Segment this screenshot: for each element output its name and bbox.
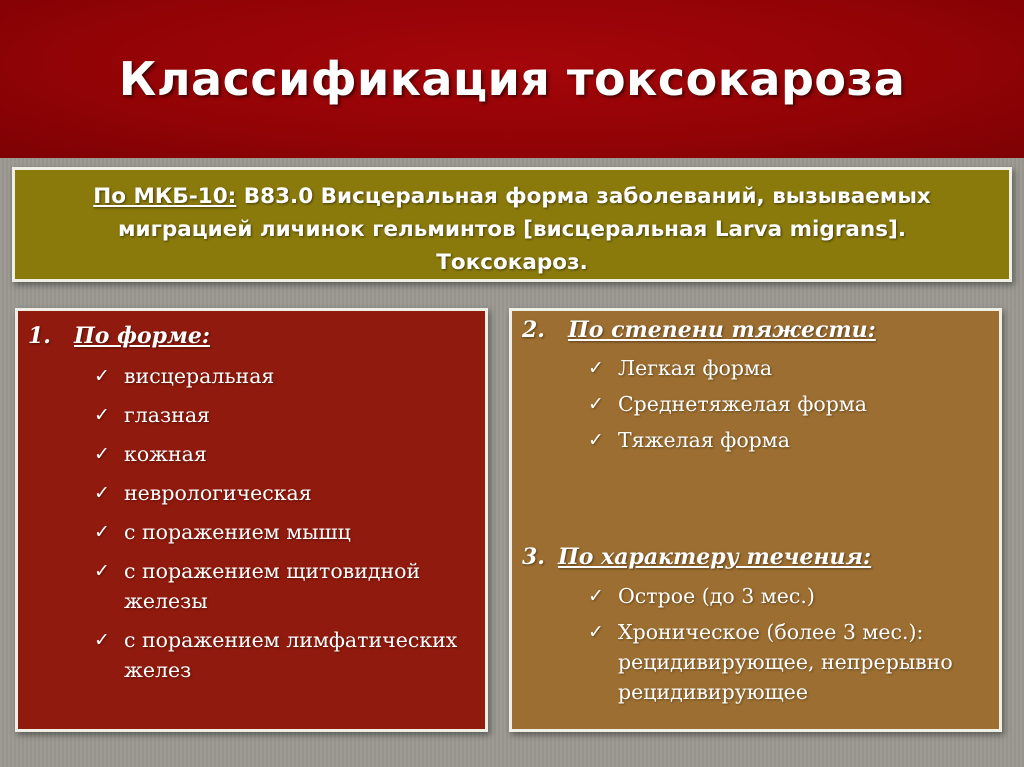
list-item: ✓ кожная: [94, 439, 484, 469]
list-item: ✓ Легкая форма: [588, 353, 988, 383]
form-section-heading: [28, 323, 210, 349]
severity-section-heading: [522, 317, 876, 343]
list-item: ✓ с поражением лимфатических желез: [94, 625, 474, 685]
severity-list: [588, 353, 988, 473]
check-icon: ✓: [94, 404, 110, 426]
mkb-text: B83.0 Висцеральная форма заболеваний, вызываемых миграцией личинок гельминтов [висцеральная Larva migrans]. Токсокароз.: [117, 184, 931, 275]
check-icon: ✓: [588, 429, 604, 451]
slide-title: Классификация токсокароза: [118, 52, 906, 106]
list-item: ✓ с поражением мышц: [94, 517, 484, 547]
check-icon: ✓: [94, 482, 110, 504]
form-classification-panel: [15, 308, 488, 732]
form-section-label: По форме:: [74, 323, 211, 349]
course-section-heading: [522, 544, 871, 570]
severity-course-panel: [509, 308, 1002, 732]
list-item: ✓ неврологическая: [94, 478, 484, 508]
list-item: ✓ с поражением щитовидной железы: [94, 556, 449, 616]
mkb-definition-box: [12, 167, 1012, 282]
list-item: ✓ Тяжелая форма: [588, 425, 988, 455]
list-item: ✓ висцеральная: [94, 361, 484, 391]
check-icon: ✓: [588, 585, 604, 607]
course-list: [588, 581, 988, 721]
form-section-number: 1.: [28, 323, 51, 349]
check-icon: ✓: [588, 393, 604, 415]
check-icon: ✓: [94, 560, 110, 582]
title-banner: [0, 0, 1024, 158]
check-icon: ✓: [94, 629, 110, 651]
check-icon: ✓: [94, 365, 110, 387]
list-item: ✓ Хроническое (более 3 мес.): рецидивирующее, непрерывно рецидивирующее: [588, 617, 983, 707]
course-section-label: По характеру течения:: [558, 544, 872, 570]
severity-section-number: 2.: [522, 317, 545, 343]
severity-section-label: По степени тяжести:: [568, 317, 876, 343]
list-item: ✓ Острое (до 3 мес.): [588, 581, 988, 611]
form-list: [94, 361, 484, 721]
course-section-number: 3.: [522, 544, 545, 570]
check-icon: ✓: [588, 357, 604, 379]
check-icon: ✓: [94, 443, 110, 465]
check-icon: ✓: [588, 621, 604, 643]
list-item: ✓ Среднетяжелая форма: [588, 389, 988, 419]
list-item: ✓ глазная: [94, 400, 484, 430]
mkb-prefix: По МКБ-10:: [93, 184, 237, 209]
check-icon: ✓: [94, 521, 110, 543]
